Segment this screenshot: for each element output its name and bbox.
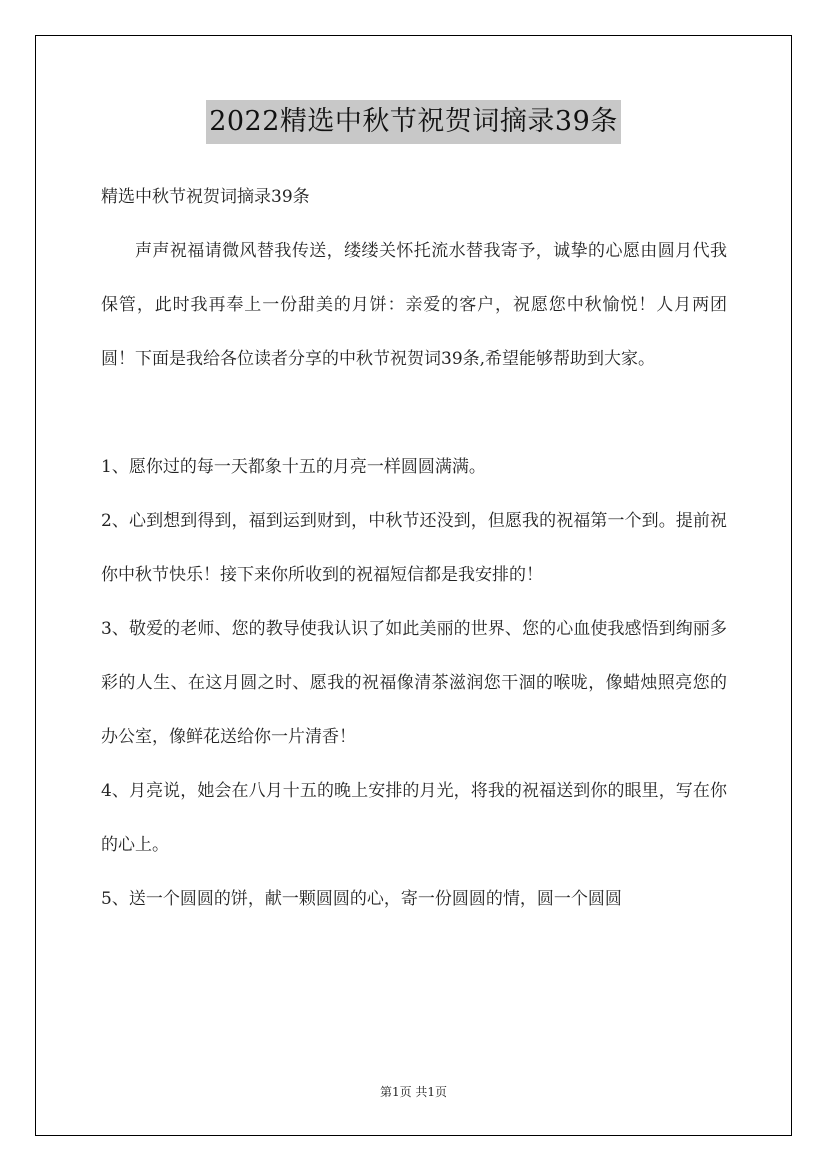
page-footer: 第1页 共1页	[379, 1085, 448, 1099]
paragraph-gap	[101, 386, 727, 440]
document-subtitle: 精选中秋节祝贺词摘录39条	[101, 187, 310, 207]
list-item: 5、送一个圆圆的饼，献一颗圆圆的心，寄一份圆圆的情，圆一个圆圆	[101, 889, 622, 909]
title-container	[0, 100, 827, 144]
list-item: 4、月亮说，她会在八月十五的晚上安排的月光，将我的祝福送到你的眼里，写在你的心上。	[101, 781, 727, 855]
list-item: 1、愿你过的每一天都象十五的月亮一样圆圆满满。	[101, 457, 486, 477]
document-body	[101, 170, 727, 926]
list-item: 2、心到想到得到，福到运到财到，中秋节还没到，但愿我的祝福第一个到。提前祝你中秋节快乐！接下来你所收到的祝福短信都是我安排的！	[101, 511, 727, 585]
intro-paragraph: 声声祝福请微风替我传送，缕缕关怀托流水替我寄予，诚挚的心愿由圆月代我保管，此时我再奉上一份甜美的月饼：亲爱的客户，祝愿您中秋愉悦！人月两团圆！下面是我给各位读者分享的中秋节祝贺词39条,希望能够帮助到大家。	[101, 241, 727, 369]
document-title: 2022精选中秋节祝贺词摘录39条	[206, 100, 621, 144]
list-item: 3、敬爱的老师、您的教导使我认识了如此美丽的世界、您的心血使我感悟到绚丽多彩的人生、在这月圆之时、愿我的祝福像清茶滋润您干涸的喉咙，像蜡烛照亮您的办公室，像鲜花送给你一片清香！	[101, 619, 727, 747]
